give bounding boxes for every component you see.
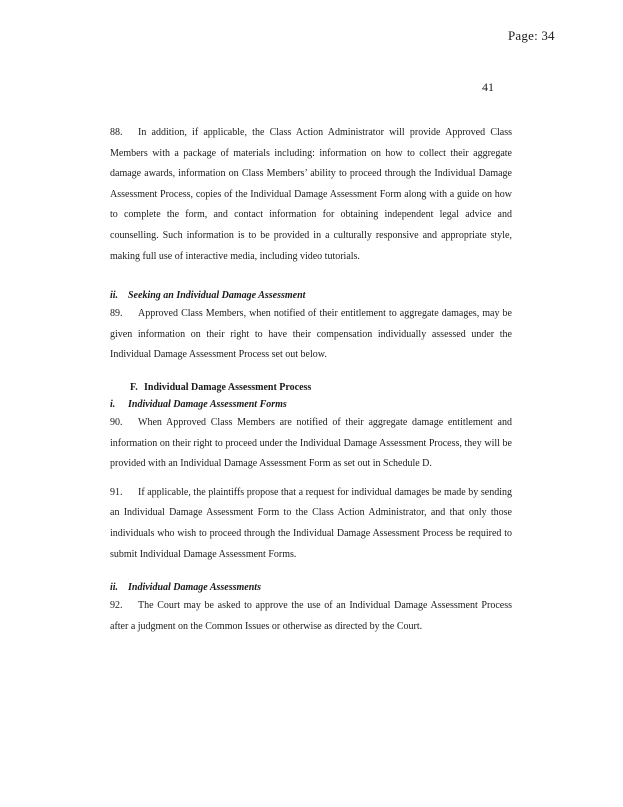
paragraph-text: Approved Class Members, when notified of their entitlement to aggregate damages, may be given information on their right to have their compensation individually assessed under the Individual Damage Assessment Process set out below.: [110, 308, 512, 361]
heading-individual-damage-assessments: [110, 579, 512, 596]
heading-title: Individual Damage Assessment Process: [144, 381, 312, 393]
paragraph-91: [110, 483, 512, 565]
heading-individual-damage-assessment-process: [130, 379, 512, 396]
heading-number: i.: [110, 398, 116, 410]
paragraph-89: [110, 304, 512, 366]
paragraph-text: If applicable, the plaintiffs propose that a request for individual damages be made by sending an Individual Damage Assessment Form to the Class Action Administrator, and that only those individuals who wish to proceed through the Individual Damage Assessment Process be required to submit Individual Damage Assessment Forms.: [110, 486, 512, 560]
document-page-number: 41: [482, 80, 494, 94]
heading-title: Individual Damage Assessments: [128, 582, 261, 594]
paragraph-90: [110, 413, 512, 475]
heading-number: ii.: [110, 582, 119, 594]
paragraph-88: [110, 123, 512, 267]
document-body: [110, 123, 512, 637]
paragraph-number: 89.: [110, 308, 123, 320]
paragraph-number: 88.: [110, 127, 123, 138]
paragraph-text: The Court may be asked to approve the use of an Individual Damage Assessment Process after a judgment on the Common Issues or otherwise as directed by the Court.: [110, 600, 512, 632]
paragraph-92: [110, 596, 512, 637]
heading-seeking-individual-damage-assessment: [110, 287, 512, 304]
paragraph-number: 92.: [110, 600, 123, 612]
paragraph-number: 90.: [110, 416, 123, 428]
print-page-label: Page: 34: [508, 28, 555, 43]
heading-number: F.: [130, 381, 138, 393]
heading-title: Seeking an Individual Damage Assessment: [128, 290, 306, 302]
heading-title: Individual Damage Assessment Forms: [128, 398, 287, 410]
heading-individual-damage-assessment-forms: [110, 396, 512, 413]
heading-number: ii.: [110, 290, 119, 302]
paragraph-text: In addition, if applicable, the Class Action Administrator will provide Approved Class Members with a package of materials including: information on how to collect their aggregate damage awards, information on Class Members’ ability to proceed through the Individual Damage Assessment Process, copies of the Individual Damage Assessment Form along with a guide on how to complete the form, and contact information for obtaining independent legal advice and counselling. Such information is to be provided in a culturally responsive and appropriate style, making full use of interactive media, including video tutorials.: [110, 127, 512, 262]
paragraph-number: 91.: [110, 486, 123, 498]
paragraph-text: When Approved Class Members are notified of their aggregate damage entitlement and information on their right to proceed under the Individual Damage Assessment Process, they will be provided with an Individual Damage Assessment Form as set out in Schedule D.: [110, 416, 512, 470]
